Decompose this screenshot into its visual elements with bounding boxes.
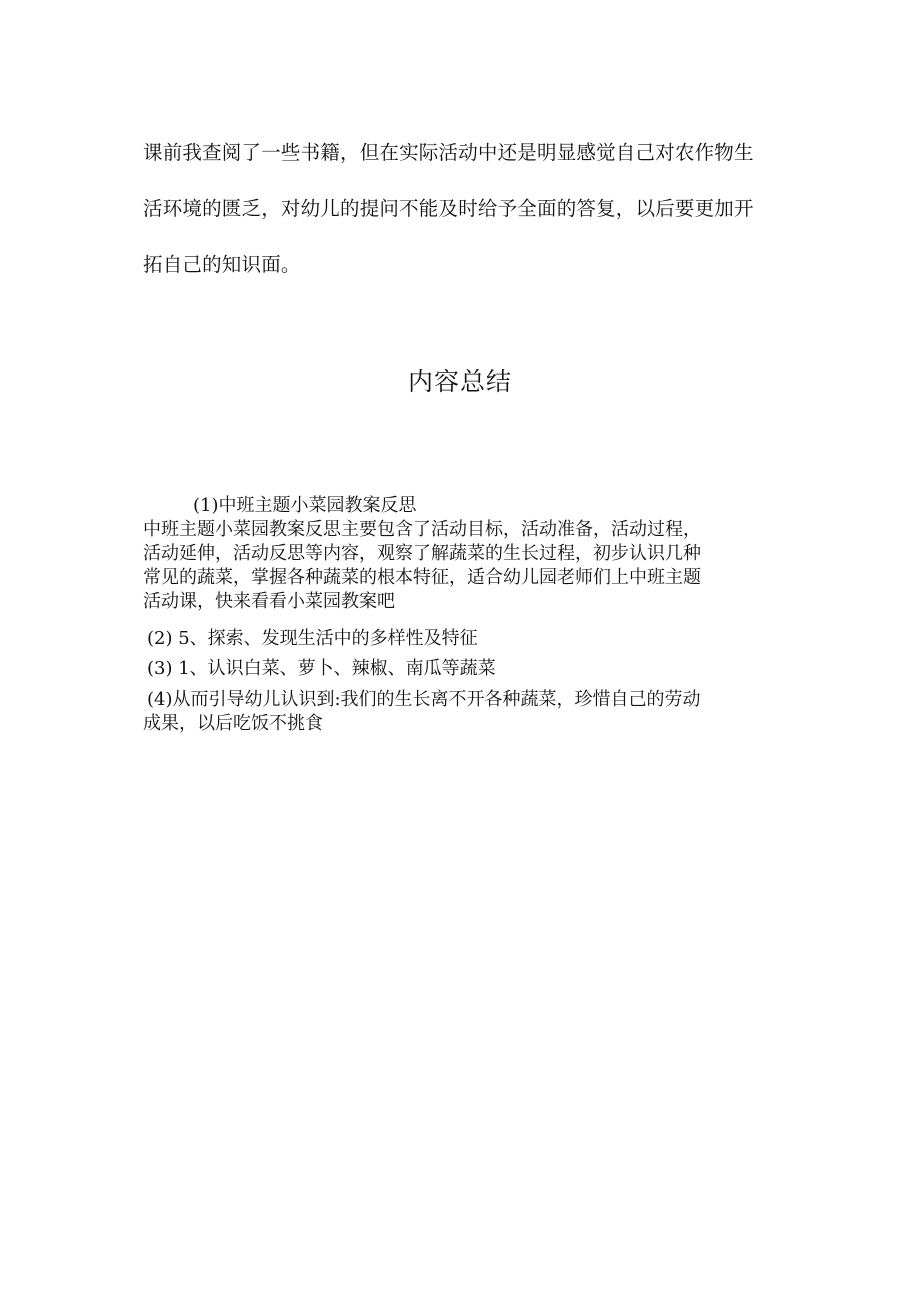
summary-item-1-heading: (1)中班主题小菜园教案反思: [193, 495, 417, 516]
summary-title: 内容总结: [407, 367, 512, 396]
intro-paragraph-line-2: 活环境的匮乏，对幼儿的提问不能及时给予全面的答复，以后要更加开: [143, 197, 754, 220]
summary-item-2: (2) 5、探索、发现生活中的多样性及特征: [147, 628, 478, 649]
summary-item-4-line-2: 成果，以后吃饭不挑食: [143, 713, 323, 734]
summary-item-4-line-1: (4)从而引导幼儿认识到:我们的生长离不开各种蔬菜，珍惜自己的劳动: [147, 689, 701, 710]
summary-item-1-line-1: 中班主题小菜园教案反思主要包含了活动目标，活动准备，活动过程，: [143, 519, 701, 540]
summary-item-1-line-3: 常见的蔬菜，掌握各种蔬菜的根本特征，适合幼儿园老师们上中班主题: [143, 567, 701, 588]
summary-item-1-line-4: 活动课，快来看看小菜园教案吧: [143, 591, 395, 612]
summary-item-3: (3) 1、认识白菜、萝卜、辣椒、南瓜等蔬菜: [147, 658, 496, 679]
intro-paragraph-line-1: 课前我查阅了一些书籍，但在实际活动中还是明显感觉自己对农作物生: [143, 141, 754, 164]
intro-paragraph-line-3: 拓自己的知识面。: [143, 253, 301, 276]
summary-item-1-line-2: 活动延伸，活动反思等内容，观察了解蔬菜的生长过程，初步认识几种: [143, 543, 701, 564]
